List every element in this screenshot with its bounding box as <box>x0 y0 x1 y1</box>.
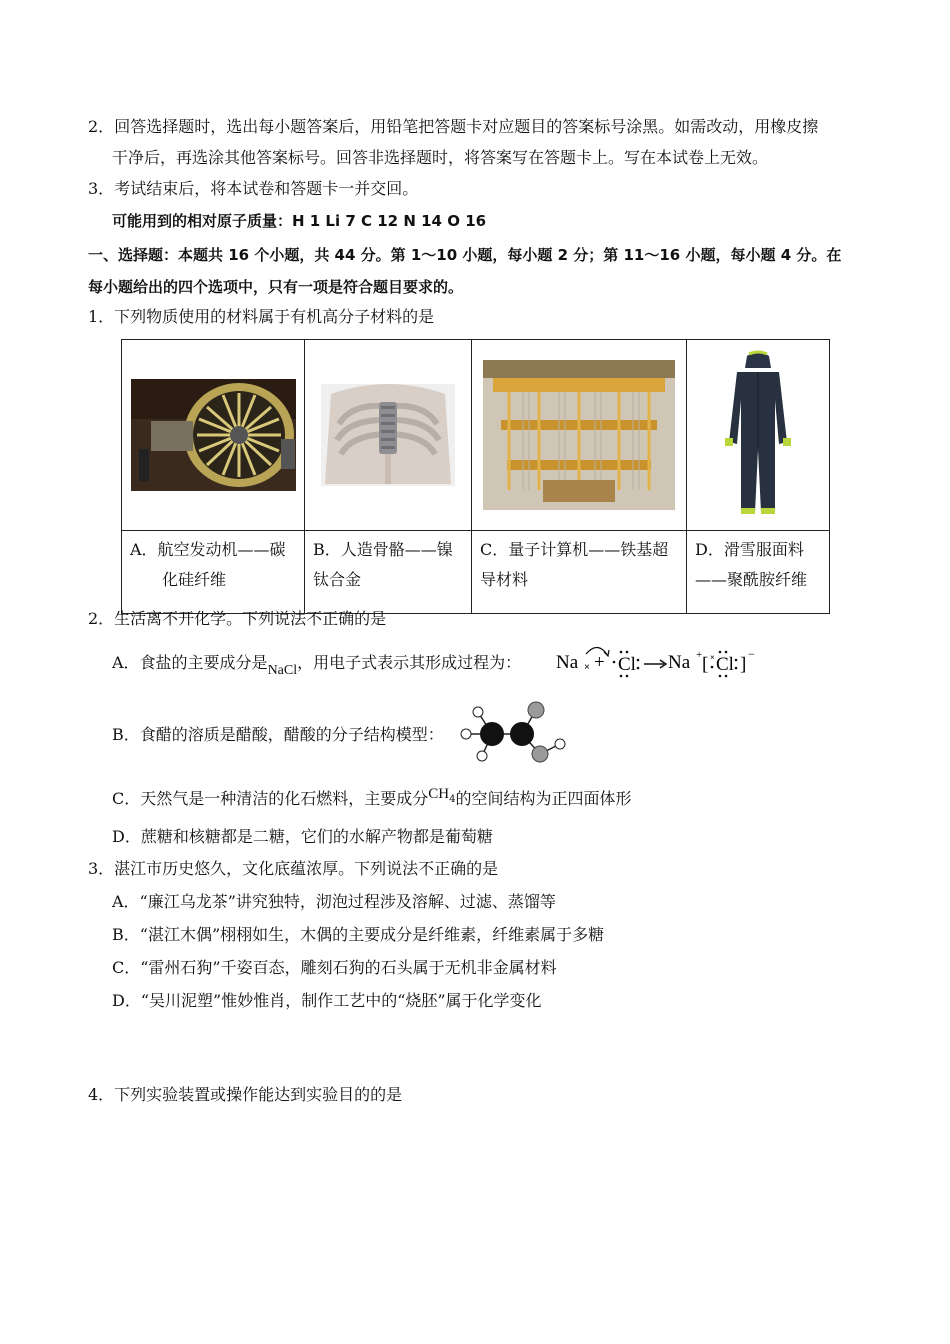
q1-option-b: B．人造骨骼——镍 钛合金 <box>305 531 472 614</box>
eq-product-sup: + <box>696 649 703 661</box>
q1-image-cell-c <box>472 340 687 531</box>
q4-stem: 4．下列实验装置或操作能达到实验目的的是 <box>88 1085 403 1104</box>
instruction-3: 3．考试结束后，将本试卷和答题卡一并交回。 <box>88 179 419 198</box>
eq-plus: + <box>594 652 605 673</box>
artificial-rib-image <box>321 384 455 486</box>
svg-text:]: ] <box>740 654 747 675</box>
eq-product-na: Na <box>668 652 691 673</box>
electron-formula-equation <box>554 640 764 684</box>
eq-product-cl: Cl <box>716 654 734 675</box>
svg-text:×: × <box>584 662 590 673</box>
svg-text:×: × <box>710 653 715 662</box>
q1-stem: 1．下列物质使用的材料属于有机高分子材料的是 <box>88 307 435 326</box>
quantum-computer-image <box>483 360 675 510</box>
q2-option-d: D．蔗糖和核糖都是二糖，它们的水解产物都是葡萄糖 <box>112 827 493 846</box>
instruction-2-cont: 干净后，再选涂其他答案标号。回答非选择题时，将答案写在答题卡上。写在本试卷上无效。 <box>112 148 769 167</box>
q2-option-c: C．天然气是一种清洁的化石燃料，主要成分CH4的空间结构为正四面体形 <box>112 786 632 808</box>
q3-stem: 3．湛江市历史悠久，文化底蕴浓厚。下列说法不正确的是 <box>88 859 499 878</box>
q2-option-b: B．食醋的溶质是醋酸，醋酸的分子结构模型： <box>112 725 444 744</box>
q3-option-c: C．“雷州石狗”千姿百态，雕刻石狗的石头属于无机非金属材料 <box>112 958 557 977</box>
q2-option-a: A．食盐的主要成分是NaCl，用电子式表示其形成过程为： <box>112 653 522 678</box>
eq-na: Na <box>556 652 579 673</box>
ski-suit-image <box>723 350 793 520</box>
q3-option-a: A．“廉江乌龙茶”讲究独特，沏泡过程涉及溶解、过滤、蒸馏等 <box>112 892 556 911</box>
q3-option-d: D．“吴川泥塑”惟妙惟肖，制作工艺中的“烧胚”属于化学变化 <box>112 991 542 1010</box>
q1-image-cell-a <box>122 340 305 531</box>
q3-option-b: B．“湛江木偶”栩栩如生，木偶的主要成分是纤维素，纤维素属于多糖 <box>112 925 605 944</box>
q2-stem: 2．生活离不开化学。下列说法不正确的是 <box>88 609 387 628</box>
jet-engine-image <box>131 379 296 491</box>
svg-text:[: [ <box>702 654 709 675</box>
q1-option-c: C．量子计算机——铁基超 导材料 <box>472 531 687 614</box>
instruction-2: 2．回答选择题时，选出每小题答案后，用铅笔把答题卡对应题目的答案标号涂黑。如需改动，用橡皮擦 <box>88 117 819 136</box>
section-header-line1: 一、选择题：本题共 16 个小题，共 44 分。第 1～10 小题，每小题 2 分；第 11～16 小题，每小题 4 分。在 <box>88 246 842 264</box>
q1-image-cell-d <box>687 340 830 531</box>
q1-image-cell-b <box>305 340 472 531</box>
q1-option-d: D．滑雪服面料 ——聚酰胺纤维 <box>687 531 830 614</box>
eq-cl: Cl <box>618 654 636 675</box>
acetic-acid-model <box>456 700 572 770</box>
section-header-line2: 每小题给出的四个选项中，只有一项是符合题目要求的。 <box>88 278 464 296</box>
q1-option-a: A．航空发动机——碳 化硅纤维 <box>122 531 305 614</box>
q1-options-table <box>121 339 830 614</box>
eq-minus: − <box>748 647 755 661</box>
atomic-masses: 可能用到的相对原子质量：H 1 Li 7 C 12 N 14 O 16 <box>112 212 487 230</box>
